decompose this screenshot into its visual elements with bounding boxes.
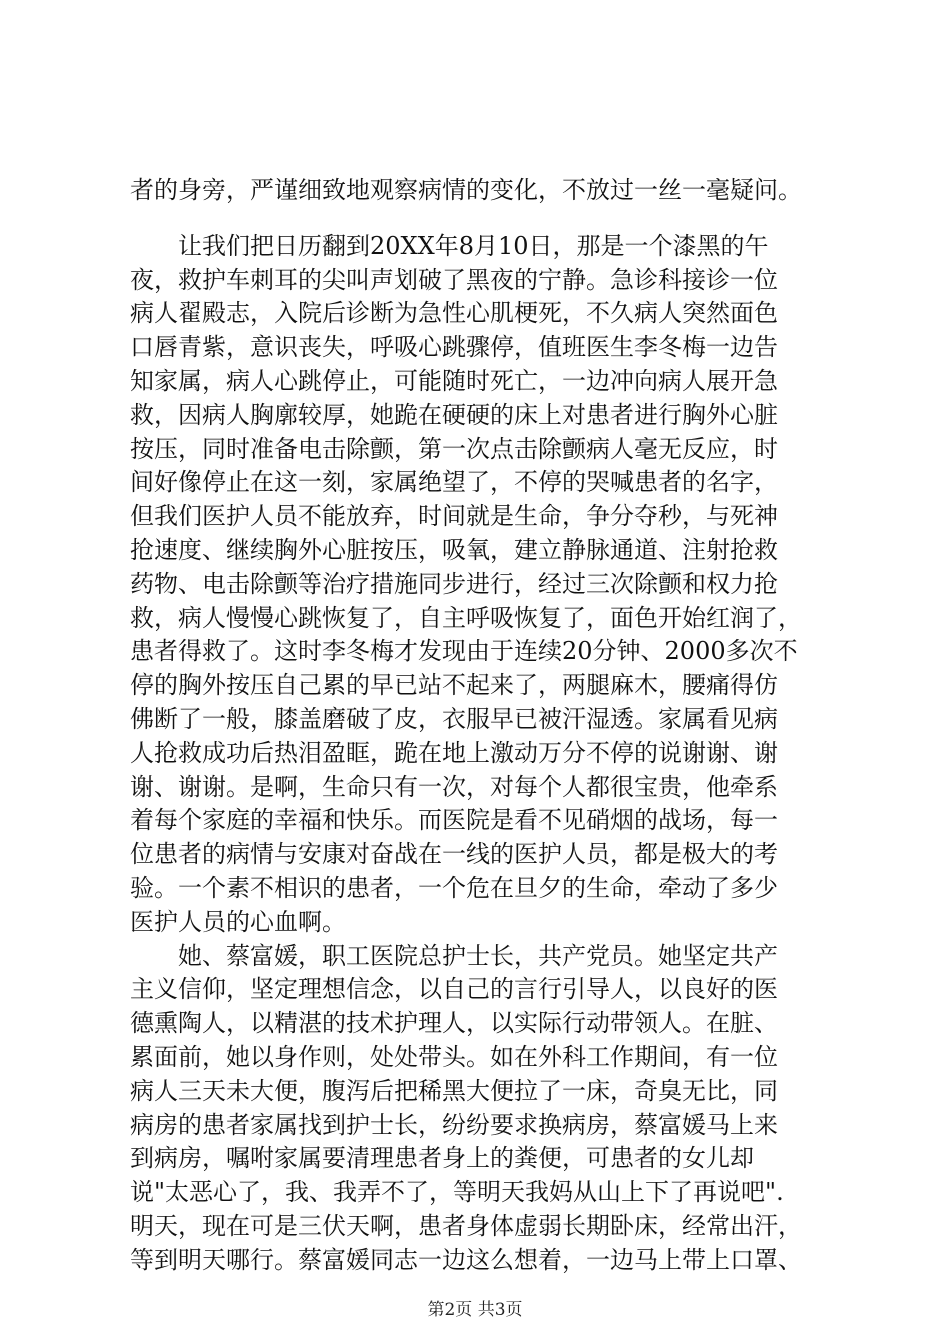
text-line: 让我们把日历翻到20XX年8月10日，那是一个漆黑的午: [130, 231, 769, 260]
text-line: 病人三天未大便，腹泻后把稀黑大便拉了一床，奇臭无比，同: [130, 1076, 778, 1105]
text-line: 病人翟殿志，入院后诊断为急性心肌梗死，不久病人突然面色: [130, 299, 778, 328]
text-line: 人抢救成功后热泪盈眶，跪在地上激动万分不停的说谢谢、谢: [130, 738, 778, 767]
paragraph-cai: [130, 940, 830, 1278]
text-line: 停的胸外按压自己累的早已站不起来了，两腿麻木，腰痛得仿: [130, 671, 778, 700]
text-line: 佛断了一般，膝盖磨破了皮，衣服早已被汗湿透。家属看见病: [130, 704, 778, 733]
text-line: 间好像停止在这一刻，家属绝望了，不停的哭喊患者的名字，: [130, 468, 778, 497]
text-line: 累面前，她以身作则，处处带头。如在外科工作期间，有一位: [130, 1042, 778, 1071]
text-line: 口唇青紫，意识丧失，呼吸心跳骤停，值班医生李冬梅一边告: [130, 333, 778, 362]
text-line: 医护人员的心血啊。: [130, 907, 346, 936]
text-line: 患者得救了。这时李冬梅才发现由于连续20分钟、2000多次不: [130, 637, 798, 666]
paragraph-story: [130, 230, 830, 940]
page-footer: [0, 1300, 950, 1320]
paragraph-gap: [130, 208, 830, 230]
text-line: 救，病人慢慢心跳恢复了，自主呼吸恢复了，面色开始红润了，: [130, 603, 802, 632]
text-line: 说"太恶心了，我、我弄不了，等明天我妈从山上下了再说吧".: [130, 1178, 784, 1207]
text-line: 验。一个素不相识的患者，一个危在旦夕的生命，牵动了多少: [130, 873, 778, 902]
text-line: 知家属，病人心跳停止，可能随时死亡，一边冲向病人展开急: [130, 366, 778, 395]
text-line: 明天，现在可是三伏天啊，患者身体虚弱长期卧床，经常出汗，: [130, 1211, 802, 1240]
paragraph-intro: [130, 174, 830, 208]
text-line: 救，因病人胸廓较厚，她跪在硬硬的床上对患者进行胸外心脏: [130, 400, 778, 429]
text-line: 药物、电击除颤等治疗措施同步进行，经过三次除颤和权力抢: [130, 569, 778, 598]
text-line: 按压，同时准备电击除颤，第一次点击除颤病人毫无反应，时: [130, 434, 778, 463]
text-line: 德熏陶人，以精湛的技术护理人，以实际行动带领人。在脏、: [130, 1009, 778, 1038]
text-line: 但我们医护人员不能放弃，时间就是生命，争分夺秒，与死神: [130, 502, 778, 531]
text-line: 位患者的病情与安康对奋战在一线的医护人员，都是极大的考: [130, 840, 778, 869]
text-line: 她、蔡富媛，职工医院总护士长，共产党员。她坚定共产: [130, 941, 778, 970]
text-line: 者的身旁，严谨细致地观察病情的变化，不放过一丝一毫疑问。: [130, 176, 802, 204]
text-line: 抢速度、继续胸外心脏按压，吸氧，建立静脉通道、注射抢救: [130, 535, 778, 564]
text-line: 主义信仰，坚定理想信念，以自己的言行引导人，以良好的医: [130, 975, 778, 1004]
document-body: [130, 174, 830, 1278]
text-line: 等到明天哪行。蔡富媛同志一边这么想着，一边马上带上口罩、: [130, 1245, 802, 1274]
text-line: 到病房，嘱咐家属要清理患者身上的粪便，可患者的女儿却: [130, 1144, 754, 1173]
text-line: 夜，救护车刺耳的尖叫声划破了黑夜的宁静。急诊科接诊一位: [130, 265, 778, 294]
text-line: 谢、谢谢。是啊，生命只有一次，对每个人都很宝贵，他牵系: [130, 772, 778, 801]
text-line: 着每个家庭的幸福和快乐。而医院是看不见硝烟的战场，每一: [130, 806, 778, 835]
text-line: 病房的患者家属找到护士长，纷纷要求换病房，蔡富媛马上来: [130, 1110, 778, 1139]
page-indicator: 第2页 共3页: [427, 1300, 523, 1320]
